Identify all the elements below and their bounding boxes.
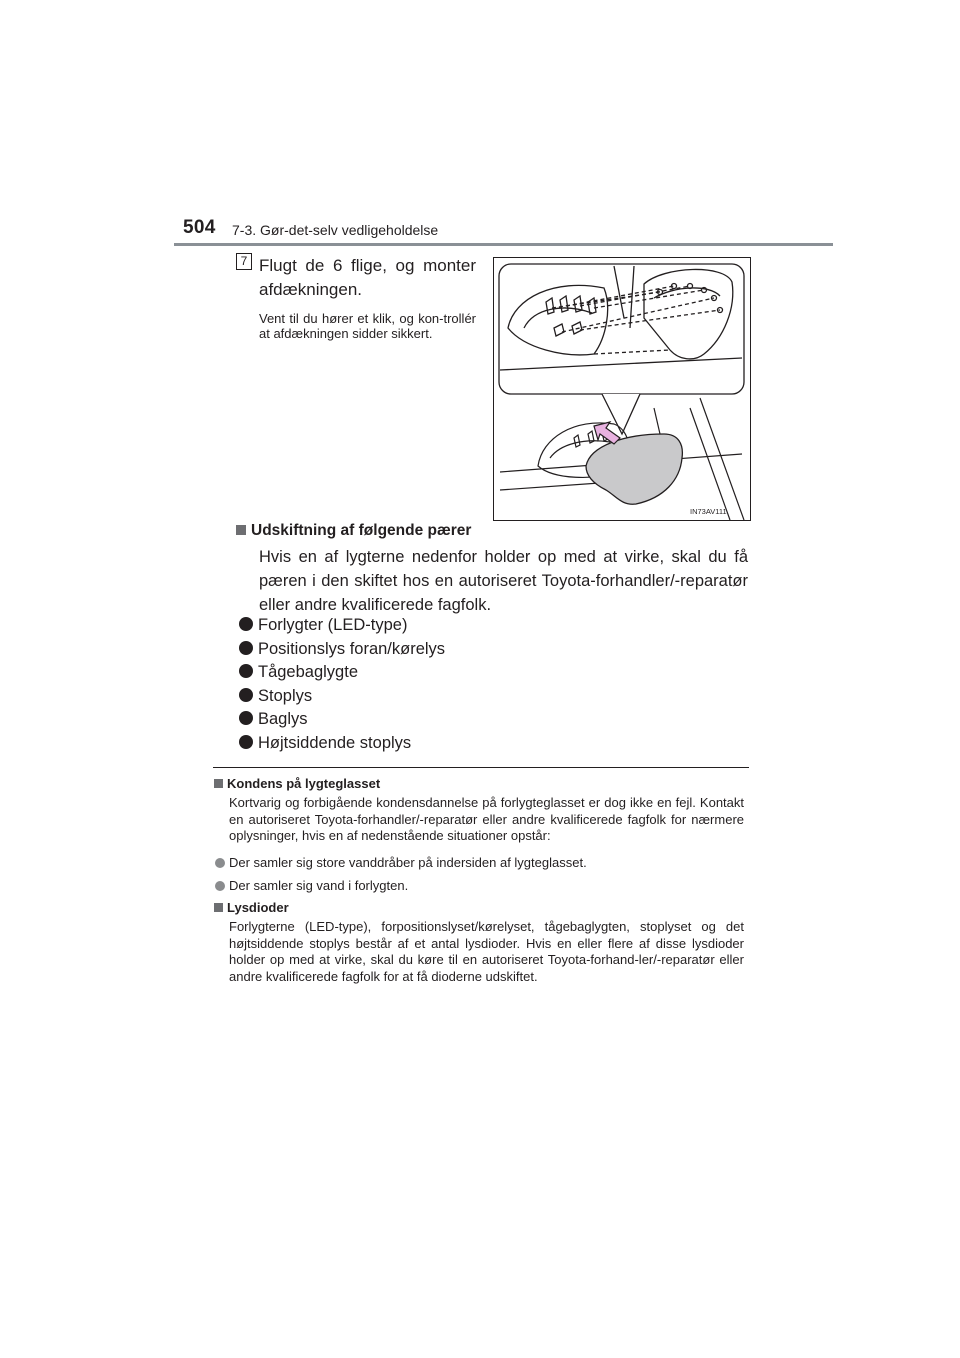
header-divider: [174, 243, 833, 246]
square-bullet-icon: [236, 525, 246, 535]
mirror-base: [508, 285, 608, 354]
page-number: 504: [183, 217, 216, 238]
bullet-icon: [239, 664, 253, 678]
mirror-cover-illustration: [493, 257, 751, 521]
note-heading-condensation: Kondens på lygteglasset: [214, 776, 380, 791]
bullet-icon: [215, 858, 225, 868]
zoom-callout-frame: [499, 264, 744, 394]
bullet-icon: [239, 617, 253, 631]
list-item: Højtsiddende stoplys: [236, 732, 445, 756]
figure-code: IN73AV111: [690, 507, 727, 516]
note-text-condensation: Kortvarig og forbigående kondensdannelse på forlygteglasset er dog ikke en fejl. Kontakt en autoriseret Toyota-forhandler/-reparatør eller andre kvalificerede fagfolk for nærmere oplysninger, hvis en af nedenstående situationer opstår:: [229, 795, 744, 843]
bullet-icon: [239, 641, 253, 655]
section-title: 7-3. Gør-det-selv vedligeholdelse: [232, 222, 439, 238]
note-bullet: Der samler sig store vanddråber på indersiden af lygteglasset.: [214, 855, 587, 871]
bullet-icon: [239, 688, 253, 702]
list-item: Baglys: [236, 708, 445, 732]
notes-divider: [213, 767, 749, 768]
bulb-list: [236, 614, 445, 755]
note-heading-leds: Lysdioder: [214, 900, 289, 915]
list-item: Positionslys foran/kørelys: [236, 638, 445, 662]
step-note: Vent til du hører et klik, og kon-trollér at afdækningen sidder sikkert.: [259, 311, 476, 341]
bullet-icon: [215, 881, 225, 891]
list-item: Stoplys: [236, 685, 445, 709]
list-item: Tågebaglygte: [236, 661, 445, 685]
mirror-cover-drawing: [494, 258, 750, 520]
mirror-cover-detached: [644, 269, 733, 358]
replacement-paragraph: Hvis en af lygterne nedenfor holder op med at virke, skal du få pæren i den skiftet hos en autoriseret Toyota-forhandler/-reparatør eller andre kvalificerede fagfolk.: [259, 548, 748, 614]
bullet-icon: [239, 711, 253, 725]
list-item: Forlygter (LED-type): [236, 614, 445, 638]
mirror-cover-installed: [586, 434, 682, 504]
square-bullet-icon: [214, 779, 223, 788]
step-instruction: Flugt de 6 flige, og monter afdækningen.: [259, 256, 476, 299]
section-heading: Udskiftning af følgende pærer: [236, 522, 471, 540]
note-bullet: Der samler sig vand i forlygten.: [214, 878, 408, 894]
step-number-box: 7: [236, 253, 252, 270]
square-bullet-icon: [214, 903, 223, 912]
bullet-icon: [239, 735, 253, 749]
note-text-leds: Forlygterne (LED-type), forpositionslyset/kørelyset, tågebaglygten, stoplyset og det højtsiddende stoplys består af et antal lysdioder. Hvis en eller flere af disse lysdioder holder op med at virke, skal du køre til en autoriseret Toyota-forhand-ler/-reparatør eller andre kvalificerede fagfolk for at få dioderne udskiftet.: [229, 919, 744, 984]
